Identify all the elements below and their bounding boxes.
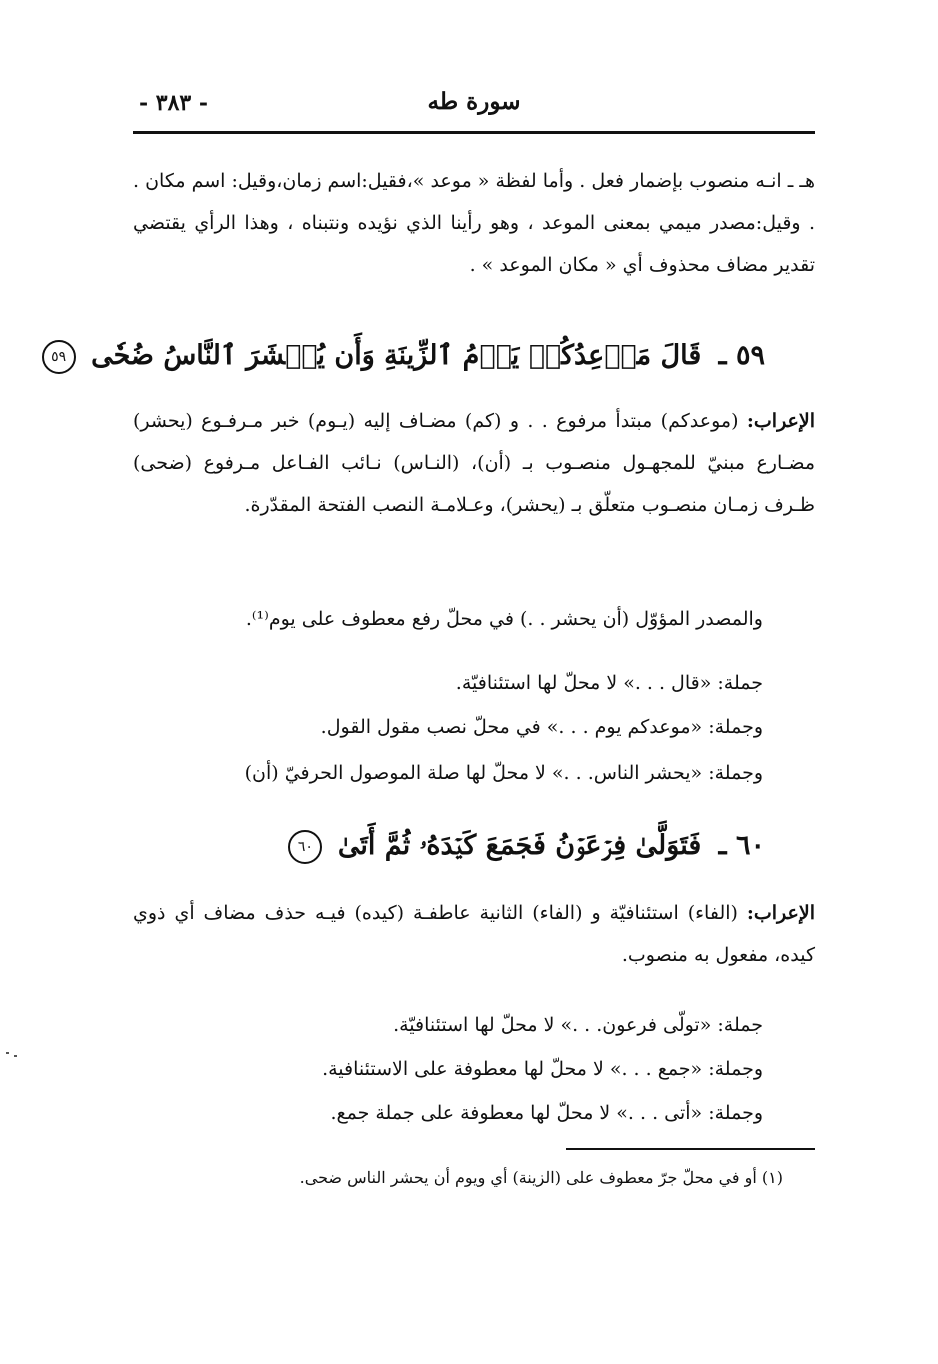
page-number: - ٣٨٣ - (139, 90, 209, 116)
scan-speck (14, 1055, 17, 1057)
verse-number: ٦٠ ـ (718, 830, 765, 861)
irab-label: الإعراب: (746, 410, 816, 432)
verse-number: ٥٩ ـ (718, 340, 765, 371)
sentence-line: وجملة: «جمع . . .» لا محلّ لها معطوفة على الاستئنافية. (322, 1058, 763, 1080)
irab-text: (الفاء) استئنافيّة و (الفاء) الثانية عاطفـة (كيده) فيـه حذف مضاف أي ذوي كيده، مفعول به منصوب. (133, 902, 815, 966)
sentence-line: وجملة: «يحشر الناس. . .» لا محلّ لها صلة الموصول الحرفيّ (أن) (244, 762, 763, 784)
scan-speck (6, 1052, 9, 1054)
masdar-line: والمصدر المؤوّل (أن يحشر . .) في محلّ رفع معطوف على يوم⁽¹⁾. (245, 608, 763, 630)
header-rule (133, 131, 815, 134)
verse-text: فَتَوَلَّىٰ فِرۡعَوۡنُ فَجَمَعَ كَيۡدَهُۥ ثُمَّ أَتَىٰ (337, 830, 702, 861)
verse-text: قَالَ مَوۡعِدُكُمۡ يَوۡمُ ٱلزِّينَةِ وَأَن يُحۡشَرَ ٱلنَّاسُ ضُحٗى (91, 340, 702, 371)
irab-label: الإعراب: (746, 902, 815, 924)
intro-paragraph: هـ ـ انـه منصوب بإضمار فعل . وأما لفظة « موعد »،فقيل:اسم زمان،وقيل: اسم مكان . . وقيل:مصدر ميمي بمعنى الموعد ، وهو رأينا الذي نؤيده ونتبناه ، وهذا الرأي يقتضي تقدير مضاف محذوف أي « مكان الموعد » . (133, 170, 815, 276)
ayah-marker-icon: ٦٠ (288, 830, 322, 864)
irab-paragraph-60 (133, 892, 815, 976)
irab-paragraph-59 (133, 400, 815, 526)
sentence-line: وجملة: «أتى . . .» لا محلّ لها معطوفة على جملة جمع. (330, 1102, 763, 1124)
footnote: (١) أو في محلّ جرّ معطوف على (الزينة) أي ويوم أن يحشر الناس ضحى. (299, 1168, 783, 1187)
footnote-rule (566, 1148, 815, 1150)
irab-text: (موعدكم) مبتدأ مرفوع . . و (كم) مضـاف إليه (يـوم) خبر مـرفـوع (يحشر) مضـارع مبنيّ للمجهـول منصـوب بـ (أن)، (النـاس) نـائب الفـاعل مـرفوع (ضحى) ظـرف زمـان منصـوب متعلّق بـ (يحشر)، وعـلامـة النصب الفتحة المقدّرة. (133, 410, 815, 516)
verse-60 (200, 826, 765, 866)
surah-title: سورة طه (427, 88, 521, 115)
page-header (133, 88, 815, 134)
ayah-marker-icon: ٥٩ (42, 340, 76, 374)
sentence-line: جملة: «قال . . .» لا محلّ لها استئنافيّة. (455, 672, 763, 694)
verse-59 (51, 336, 765, 376)
sentence-line: جملة: «تولّى فرعون. . .» لا محلّ لها استئنافيّة. (393, 1014, 763, 1036)
sentence-line: وجملة: «موعدكم يوم . . .» في محلّ نصب مقول القول. (320, 716, 763, 738)
